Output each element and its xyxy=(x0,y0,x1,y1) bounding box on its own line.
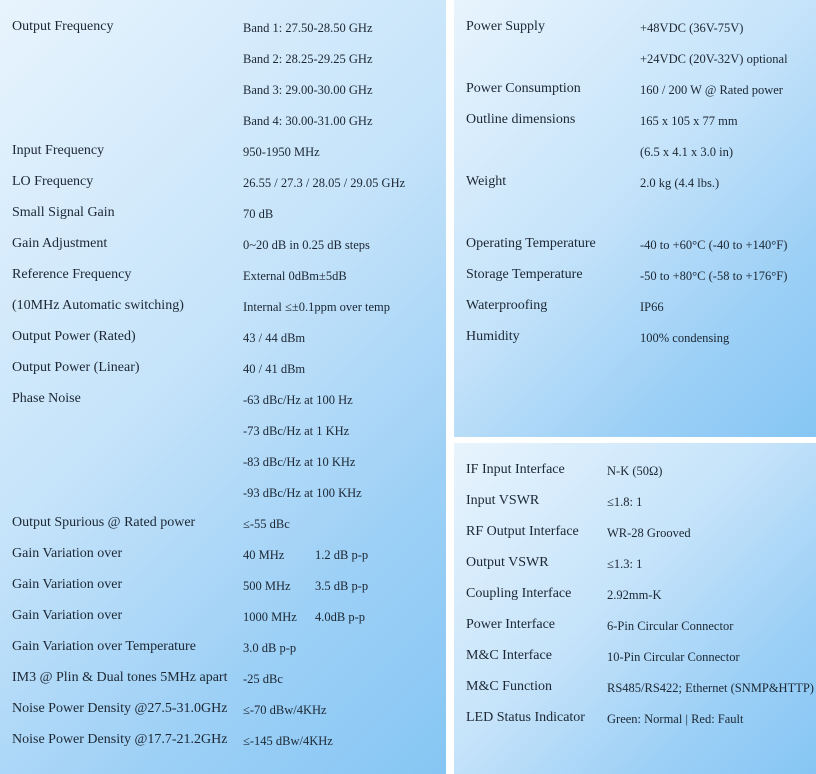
spec-row xyxy=(454,186,816,217)
spec-label: Gain Variation over xyxy=(12,608,123,623)
spec-label: RF Output Interface xyxy=(466,524,579,539)
spec-label: Output Power (Rated) xyxy=(12,329,136,344)
spec-row xyxy=(454,310,816,345)
spec-value: 10-Pin Circular Connector xyxy=(607,650,740,664)
spec-value: 40 / 41 dBm xyxy=(243,362,306,376)
spec-label: Power Consumption xyxy=(466,81,581,96)
spec-value: ≤1.3: 1 xyxy=(607,557,643,571)
spec-row xyxy=(0,682,446,717)
spec-value: 100% condensing xyxy=(640,331,730,345)
spec-label: M&C Interface xyxy=(466,648,552,663)
spec-value: -73 dBc/Hz at 1 KHz xyxy=(243,424,350,438)
spec-row xyxy=(0,341,446,376)
spec-row xyxy=(0,465,446,500)
spec-value: +24VDC (20V-32V) optional xyxy=(640,52,788,66)
spec-row xyxy=(0,279,446,314)
spec-row xyxy=(454,474,816,509)
spec-value: 43 / 44 dBm xyxy=(243,331,306,345)
spec-row xyxy=(454,443,816,478)
spec-row xyxy=(454,31,816,66)
spec-label: Input Frequency xyxy=(12,143,105,158)
spec-row xyxy=(0,372,446,407)
spec-value: WR-28 Grooved xyxy=(607,526,691,540)
spec-label: Noise Power Density @17.7-21.2GHz xyxy=(12,732,228,747)
spec-row xyxy=(0,558,446,593)
spec-row xyxy=(454,567,816,602)
spec-value: Band 4: 30.00-31.00 GHz xyxy=(243,114,373,128)
spec-value: ≤-145 dBw/4KHz xyxy=(243,734,333,748)
spec-value: -50 to +80°C (-58 to +176°F) xyxy=(640,269,788,283)
spec-row xyxy=(0,62,446,97)
spec-label: Output Frequency xyxy=(12,19,114,34)
spec-label: LO Frequency xyxy=(12,174,94,189)
spec-label: Coupling Interface xyxy=(466,586,572,601)
spec-value: Band 3: 29.00-30.00 GHz xyxy=(243,83,373,97)
spec-label: LED Status Indicator xyxy=(466,710,585,725)
spec-row xyxy=(0,124,446,159)
spec-row xyxy=(0,496,446,531)
spec-label: Gain Variation over xyxy=(12,577,123,592)
spec-label: Power Supply xyxy=(466,19,545,34)
spec-value: 3.0 dB p-p xyxy=(243,641,297,655)
spec-row xyxy=(454,62,816,97)
spec-value: 2.92mm-K xyxy=(607,588,662,602)
spec-value: N-K (50Ω) xyxy=(607,464,663,478)
spec-row xyxy=(0,31,446,66)
spec-value: 165 x 105 x 77 mm xyxy=(640,114,738,128)
spec-row xyxy=(454,155,816,190)
spec-row xyxy=(454,0,816,35)
spec-value: +48VDC (36V-75V) xyxy=(640,21,744,35)
spec-label: Weight xyxy=(466,174,507,189)
spec-row xyxy=(454,124,816,159)
spec-label: Small Signal Gain xyxy=(12,205,115,220)
spec-row xyxy=(454,248,816,283)
spec-value: Band 2: 28.25-29.25 GHz xyxy=(243,52,373,66)
spec-label: Output Spurious @ Rated power xyxy=(12,515,196,530)
spec-row xyxy=(0,310,446,345)
spec-value: IP66 xyxy=(640,300,664,314)
spec-label: Gain Variation over Temperature xyxy=(12,639,196,654)
spec-value: 0~20 dB in 0.25 dB steps xyxy=(243,238,370,252)
spec-value: Green: Normal | Red: Fault xyxy=(607,712,744,726)
spec-label: Operating Temperature xyxy=(466,236,596,251)
spec-label: IM3 @ Plin & Dual tones 5MHz apart xyxy=(12,670,228,685)
spec-row xyxy=(454,279,816,314)
spec-row xyxy=(0,155,446,190)
spec-label: Outline dimensions xyxy=(466,112,576,127)
spec-row xyxy=(0,403,446,438)
spec-row xyxy=(0,620,446,655)
spec-row xyxy=(0,589,446,624)
spec-value: RS485/RS422; Ethernet (SNMP&HTTP) xyxy=(607,681,814,695)
spec-value: -83 dBc/Hz at 10 KHz xyxy=(243,455,356,469)
spec-value: ≤-55 dBc xyxy=(243,517,290,531)
spec-label: (10MHz Automatic switching) xyxy=(12,298,184,313)
spec-value: -63 dBc/Hz at 100 Hz xyxy=(243,393,353,407)
spec-label: Noise Power Density @27.5-31.0GHz xyxy=(12,701,228,716)
spec-value: External 0dBm±5dB xyxy=(243,269,347,283)
spec-value: 40 MHz xyxy=(243,548,285,562)
spec-label: Waterproofing xyxy=(466,298,548,313)
spec-row xyxy=(0,217,446,252)
spec-label: Power Interface xyxy=(466,617,556,632)
spec-row xyxy=(454,93,816,128)
spec-value-secondary: 3.5 dB p-p xyxy=(315,579,369,593)
spec-row xyxy=(0,186,446,221)
spec-row xyxy=(0,713,446,748)
spec-label: Reference Frequency xyxy=(12,267,132,282)
spec-row xyxy=(0,248,446,283)
spec-value: ≤-70 dBw/4KHz xyxy=(243,703,327,717)
spec-value-secondary: 1.2 dB p-p xyxy=(315,548,369,562)
interface-spec-panel xyxy=(454,443,816,774)
spec-row xyxy=(454,660,816,695)
spec-row xyxy=(454,691,816,726)
spec-label: Gain Adjustment xyxy=(12,236,108,251)
spec-label: M&C Function xyxy=(466,679,552,694)
spec-value: 70 dB xyxy=(243,207,274,221)
spec-label: Storage Temperature xyxy=(466,267,583,282)
spec-value: 950-1950 MHz xyxy=(243,145,320,159)
spec-value: -40 to +60°C (-40 to +140°F) xyxy=(640,238,788,252)
spec-value: 26.55 / 27.3 / 28.05 / 29.05 GHz xyxy=(243,176,406,190)
spec-row xyxy=(454,505,816,540)
spec-row xyxy=(0,527,446,562)
spec-value: -93 dBc/Hz at 100 KHz xyxy=(243,486,362,500)
spec-value: ≤1.8: 1 xyxy=(607,495,643,509)
spec-row xyxy=(0,93,446,128)
power-environment-spec-panel xyxy=(454,0,816,437)
spec-row xyxy=(0,651,446,686)
spec-label: Humidity xyxy=(466,329,520,344)
spec-row xyxy=(454,536,816,571)
spec-label: Gain Variation over xyxy=(12,546,123,561)
spec-label: Output Power (Linear) xyxy=(12,360,140,375)
spec-value: Internal ≤±0.1ppm over temp xyxy=(243,300,391,314)
spec-value: 160 / 200 W @ Rated power xyxy=(640,83,783,97)
spec-row xyxy=(0,434,446,469)
spec-value: 1000 MHz xyxy=(243,610,297,624)
spec-row xyxy=(454,217,816,252)
spec-value: 6-Pin Circular Connector xyxy=(607,619,734,633)
spec-row xyxy=(454,598,816,633)
spec-value: 500 MHz xyxy=(243,579,291,593)
spec-value: 2.0 kg (4.4 lbs.) xyxy=(640,176,720,190)
spec-label: Input VSWR xyxy=(466,493,540,508)
spec-label: IF Input Interface xyxy=(466,462,565,477)
spec-value-secondary: 4.0dB p-p xyxy=(315,610,365,624)
spec-row xyxy=(454,629,816,664)
spec-value: (6.5 x 4.1 x 3.0 in) xyxy=(640,145,734,159)
spec-value: Band 1: 27.50-28.50 GHz xyxy=(243,21,373,35)
spec-value: -25 dBc xyxy=(243,672,283,686)
spec-label: Output VSWR xyxy=(466,555,549,570)
spec-row xyxy=(0,0,446,35)
spec-label: Phase Noise xyxy=(12,391,81,406)
